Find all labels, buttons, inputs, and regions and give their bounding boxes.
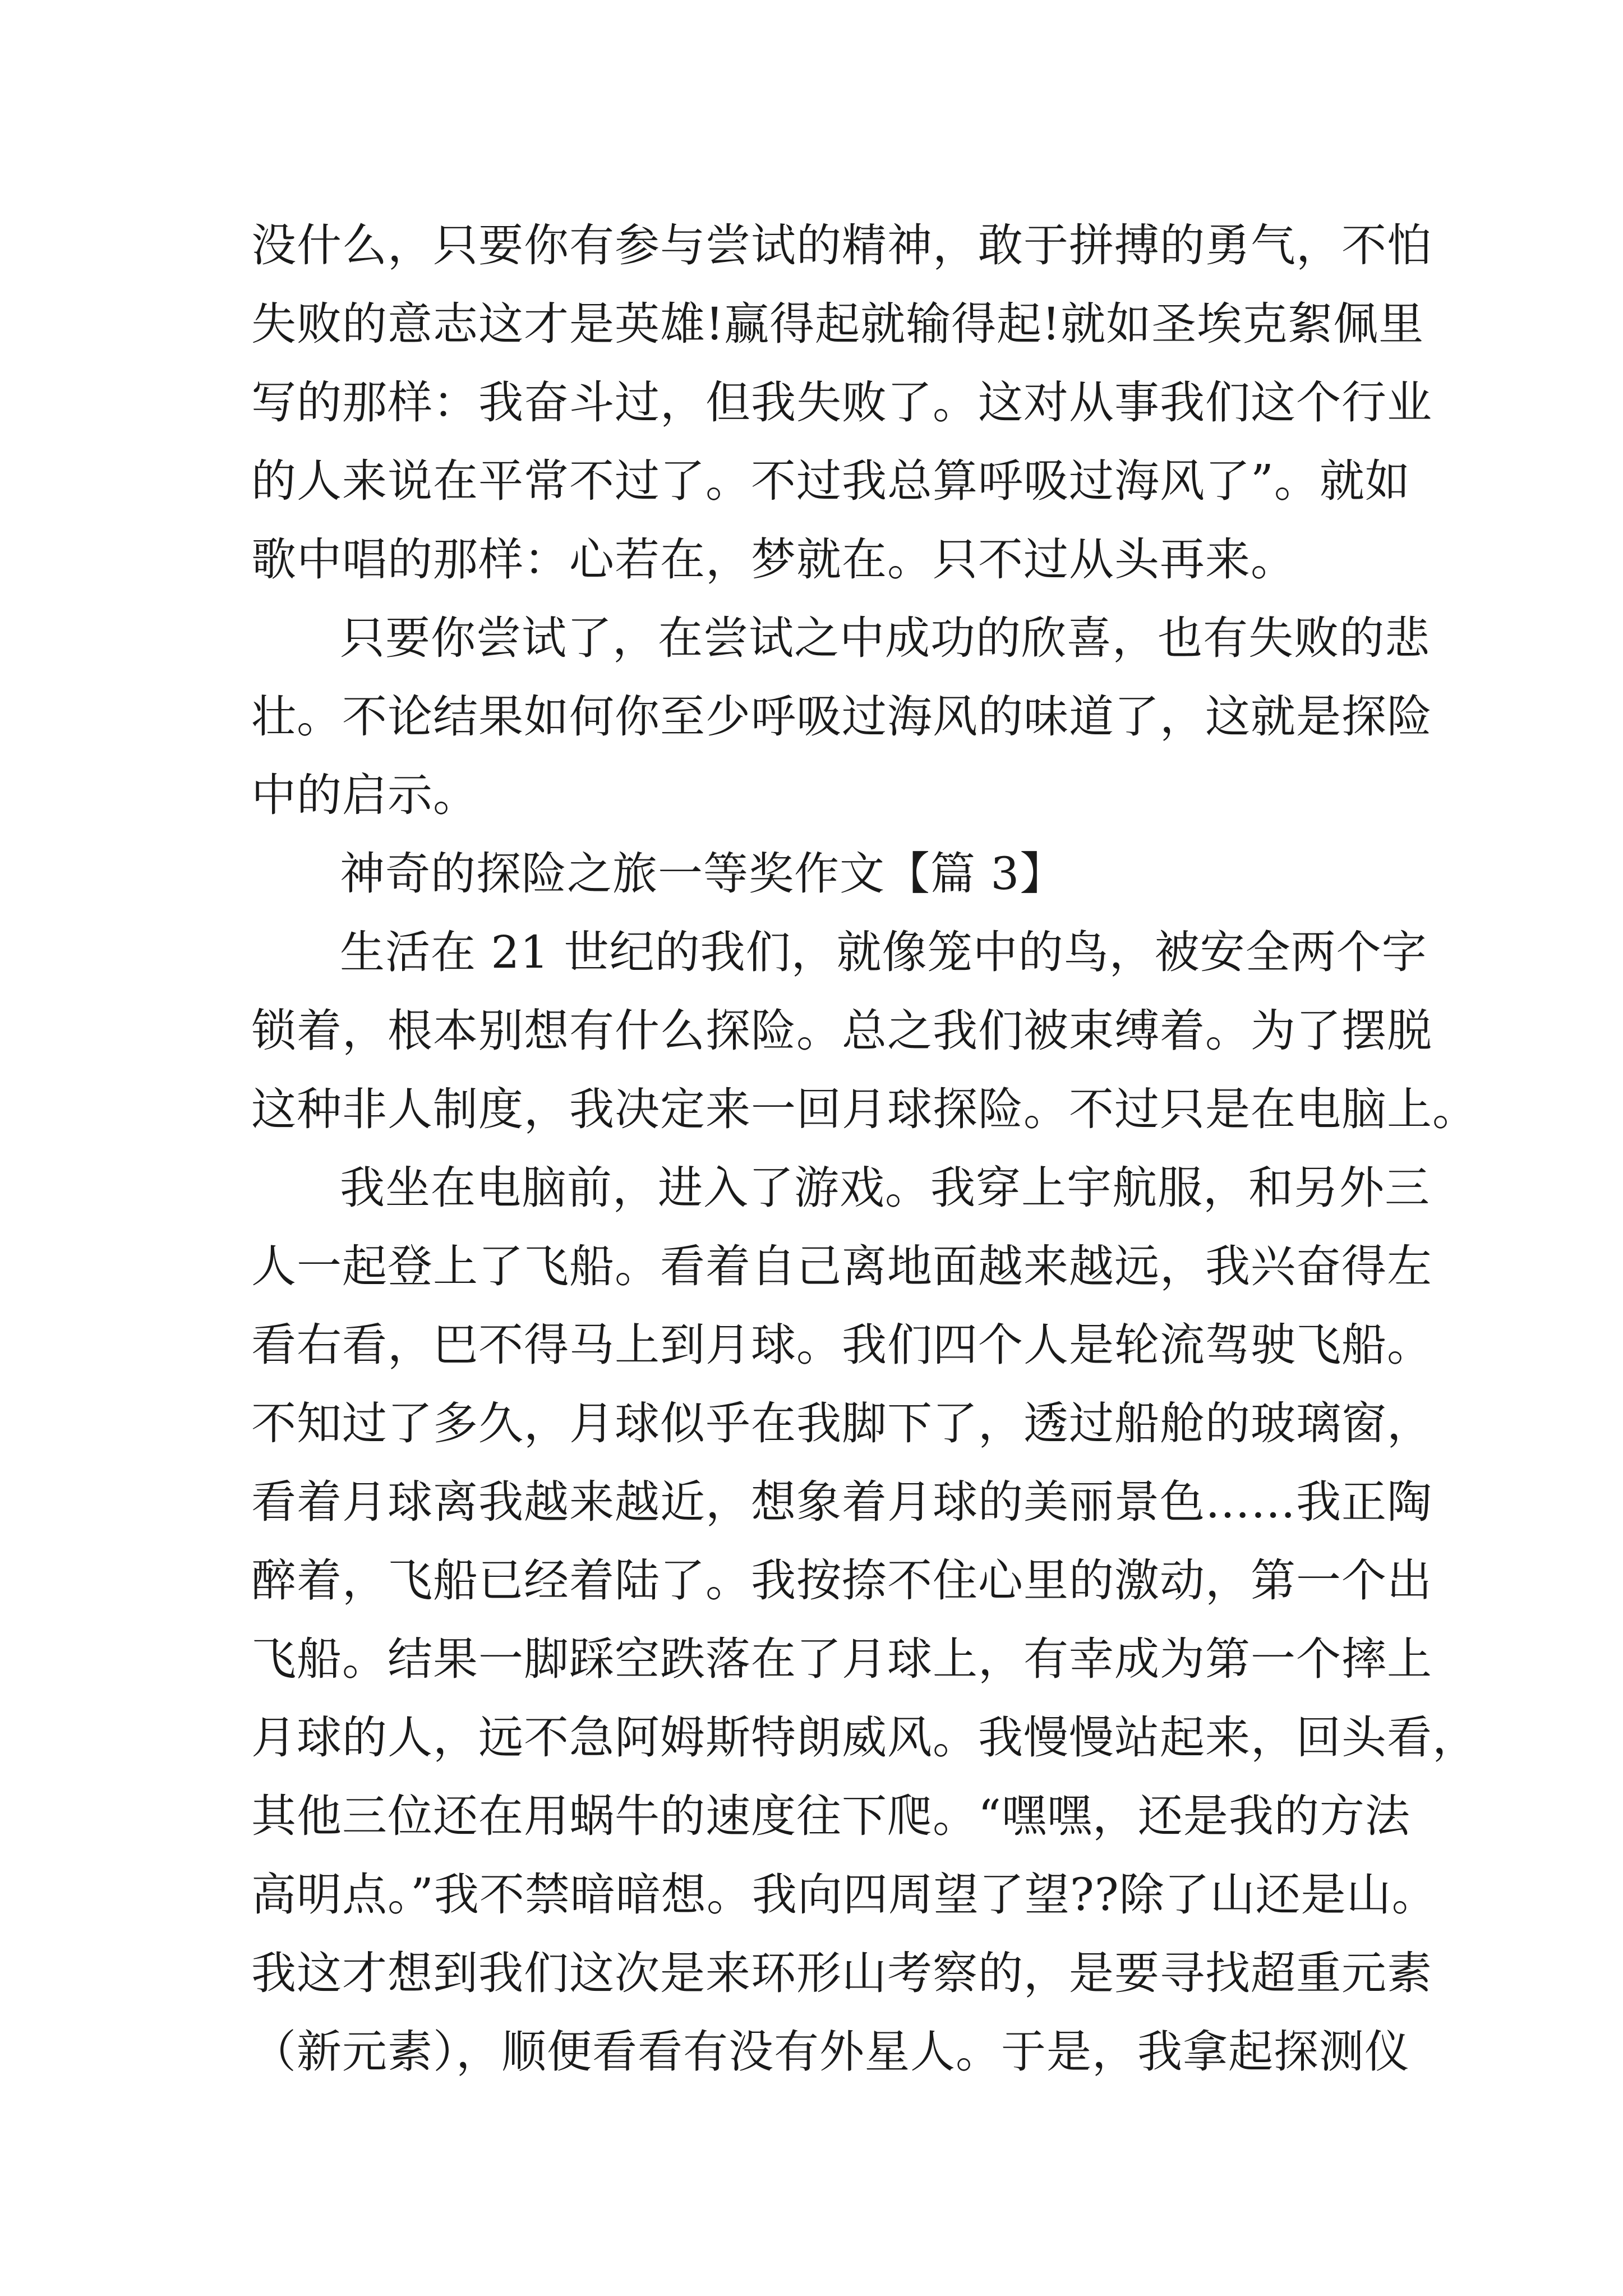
text-line: 我坐在电脑前，进入了游戏。我穿上宇航服，和另外三 [340, 1162, 1430, 1214]
text-line: 写的那样：我奋斗过，但我失败了。这对从事我们这个行业 [251, 376, 1432, 429]
text-line: 中的启示。 [251, 769, 478, 821]
document-body [251, 206, 1478, 2091]
text-line: 的人来说在平常不过了。不过我总算呼吸过海风了”。就如 [251, 455, 1410, 507]
paragraph [251, 913, 1478, 1149]
text-line: 生活在 21 世纪的我们，就像笼中的鸟，被安全两个字 [340, 926, 1427, 978]
paragraph [251, 599, 1432, 835]
text-line: 没什么，只要你有参与尝试的精神，敢于拼搏的勇气，不怕 [251, 219, 1432, 272]
text-line: 壮。不论结果如何你至少呼吸过海风的味道了，这就是探险 [251, 691, 1432, 743]
text-line: （新元素），顺便看看有没有外星人。于是，我拿起探测仪 [251, 2026, 1410, 2078]
text-line: 人一起登上了飞船。看着自己离地面越来越远，我兴奋得左 [251, 1240, 1432, 1292]
text-line: 歌中唱的那样：心若在，梦就在。只不过从头再来。 [251, 533, 1296, 586]
text-line: 其他三位还在用蜗牛的速度往下爬。“嘿嘿，还是我的方法 [251, 1790, 1410, 1842]
text-line: 只要你尝试了，在尝试之中成功的欣喜，也有失败的悲 [340, 612, 1430, 664]
text-line: 我这才想到我们这次是来环形山考察的，是要寻找超重元素 [251, 1947, 1432, 1999]
text-line: 不知过了多久，月球似乎在我脚下了，透过船舱的玻璃窗， [251, 1397, 1432, 1450]
text-line: 飞船。结果一脚踩空跌落在了月球上，有幸成为第一个摔上 [251, 1633, 1432, 1685]
text-line: 月球的人，远不急阿姆斯特朗威风。我慢慢站起来，回头看， [251, 1711, 1478, 1764]
text-line: 锁着，根本别想有什么探险。总之我们被束缚着。为了摆脱 [251, 1005, 1432, 1057]
text-line: 这种非人制度，我决定来一回月球探险。不过只是在电脑上。 [251, 1083, 1478, 1135]
section-heading: 神奇的探险之旅一等奖作文【篇 3】 [340, 848, 1066, 900]
text-line: 醉着，飞船已经着陆了。我按捺不住心里的激动，第一个出 [251, 1554, 1432, 1607]
paragraph [251, 1149, 1478, 2091]
paragraph [251, 206, 1432, 599]
text-line: 失败的意志这才是英雄!赢得起就输得起!就如圣埃克絮佩里 [251, 298, 1424, 350]
text-line: 高明点。”我不禁暗暗想。我向四周望了望??除了山还是山。 [251, 1869, 1437, 1921]
text-line: 看着月球离我越来越近，想象着月球的美丽景色……我正陶 [251, 1476, 1432, 1528]
text-line: 看右看，巴不得马上到月球。我们四个人是轮流驾驶飞船。 [251, 1319, 1432, 1371]
